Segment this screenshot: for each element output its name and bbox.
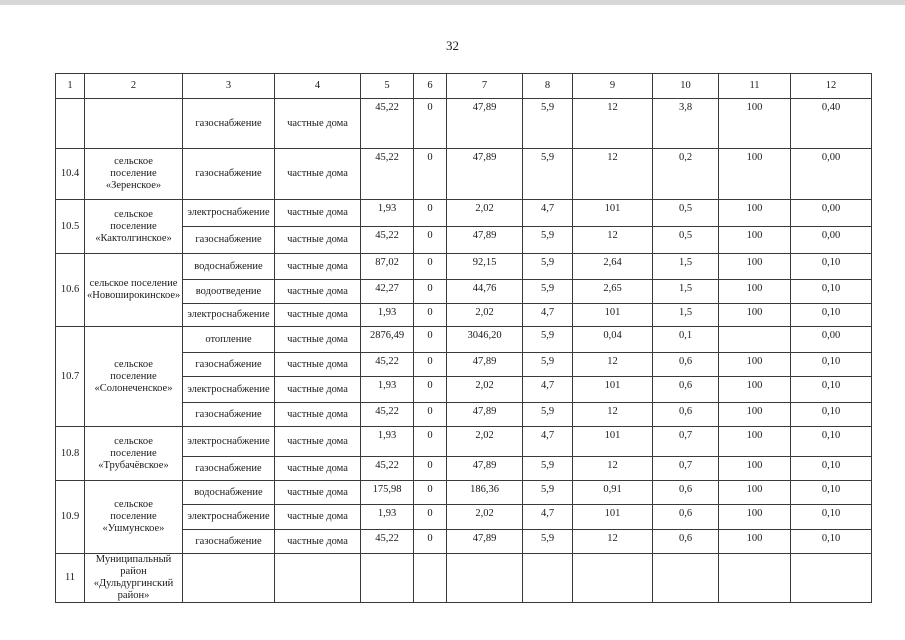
service-cell: отопление [183,327,275,353]
table-row [56,554,872,603]
value-cell: 100 [719,254,791,280]
value-cell: 5,9 [523,227,573,254]
consumer-cell: частные дома [275,227,361,254]
value-cell [653,554,719,603]
value-cell: 186,36 [447,481,523,505]
value-cell: 0,1 [653,327,719,353]
value-cell: 5,9 [523,149,573,200]
value-cell: 5,9 [523,457,573,481]
row-number-cell: 10.5 [56,200,85,254]
row-number-cell: 10.4 [56,149,85,200]
value-cell: 0,10 [791,254,872,280]
value-cell: 1,93 [361,304,414,327]
consumer-cell: частные дома [275,353,361,377]
value-cell: 100 [719,280,791,304]
value-cell: 2,02 [447,377,523,403]
value-cell: 47,89 [447,227,523,254]
tariff-table [55,73,872,603]
column-header: 5 [361,74,414,99]
value-cell: 4,7 [523,377,573,403]
value-cell [791,554,872,603]
settlement-name-line: поселение [110,220,157,232]
settlement-name-cell [85,327,183,427]
service-cell: газоснабжение [183,457,275,481]
service-cell: электроснабжение [183,200,275,227]
value-cell: 2,02 [447,427,523,457]
value-cell: 100 [719,149,791,200]
value-cell: 0,00 [791,327,872,353]
settlement-name-line: район [120,566,147,577]
consumer-cell: частные дома [275,327,361,353]
settlement-name-cell [85,254,183,327]
value-cell: 0 [414,403,447,427]
value-cell: 0,04 [573,327,653,353]
service-cell: электроснабжение [183,505,275,530]
value-cell: 2876,49 [361,327,414,353]
value-cell [523,554,573,603]
value-cell: 1,5 [653,254,719,280]
value-cell: 5,9 [523,254,573,280]
value-cell: 47,89 [447,353,523,377]
settlement-name-cell [85,481,183,554]
value-cell: 45,22 [361,149,414,200]
value-cell: 2,65 [573,280,653,304]
value-cell: 12 [573,99,653,149]
column-header: 8 [523,74,573,99]
settlement-name-cell [85,200,183,254]
value-cell: 100 [719,403,791,427]
value-cell: 45,22 [361,353,414,377]
consumer-cell: частные дома [275,377,361,403]
value-cell: 100 [719,377,791,403]
value-cell: 0 [414,304,447,327]
value-cell: 175,98 [361,481,414,505]
value-cell: 42,27 [361,280,414,304]
column-header: 11 [719,74,791,99]
column-header: 6 [414,74,447,99]
service-cell: водоснабжение [183,254,275,280]
settlement-name-line: «Ушмунское» [102,523,165,534]
value-cell: 0,2 [653,149,719,200]
table-row [56,481,872,505]
value-cell: 47,89 [447,457,523,481]
settlement-name-line: поселение [110,168,157,179]
value-cell: 0,6 [653,377,719,403]
service-cell [183,554,275,603]
value-cell: 0,6 [653,530,719,554]
value-cell: 101 [573,200,653,227]
value-cell: 100 [719,481,791,505]
settlement-name-line: район» [117,590,150,601]
value-cell: 1,5 [653,280,719,304]
value-cell: 0,5 [653,227,719,254]
value-cell: 0 [414,254,447,280]
value-cell: 5,9 [523,99,573,149]
value-cell: 0,5 [653,200,719,227]
table-row [56,99,872,149]
value-cell [447,554,523,603]
value-cell: 5,9 [523,280,573,304]
service-cell: газоснабжение [183,530,275,554]
service-cell: газоснабжение [183,99,275,149]
value-cell: 47,89 [447,530,523,554]
settlement-name-cell [85,427,183,481]
value-cell [414,554,447,603]
value-cell: 101 [573,377,653,403]
value-cell: 47,89 [447,149,523,200]
service-cell: газоснабжение [183,227,275,254]
settlement-name-line: «Новоширокинское» [87,290,181,301]
value-cell: 0,10 [791,457,872,481]
value-cell: 0 [414,377,447,403]
value-cell: 1,93 [361,377,414,403]
value-cell: 0 [414,327,447,353]
settlement-name-line: сельское [114,435,153,447]
value-cell: 5,9 [523,403,573,427]
value-cell: 4,7 [523,304,573,327]
service-cell: газоснабжение [183,403,275,427]
consumer-cell: частные дома [275,304,361,327]
table-body [56,74,872,603]
column-header: 3 [183,74,275,99]
value-cell: 3046,20 [447,327,523,353]
value-cell: 45,22 [361,227,414,254]
value-cell: 0,6 [653,353,719,377]
value-cell: 101 [573,427,653,457]
row-number-cell: 10.7 [56,327,85,427]
consumer-cell: частные дома [275,99,361,149]
value-cell: 100 [719,457,791,481]
settlement-name-line: сельское поселение [89,278,178,289]
value-cell: 5,9 [523,530,573,554]
value-cell: 0 [414,200,447,227]
value-cell: 47,89 [447,99,523,149]
value-cell: 100 [719,304,791,327]
value-cell: 4,7 [523,427,573,457]
settlement-name-line: «Солонеченское» [94,382,173,394]
value-cell: 12 [573,530,653,554]
value-cell: 0,00 [791,227,872,254]
value-cell: 45,22 [361,99,414,149]
value-cell: 100 [719,227,791,254]
table-row [56,327,872,353]
value-cell: 100 [719,427,791,457]
table-row [56,254,872,280]
value-cell: 4,7 [523,200,573,227]
value-cell: 87,02 [361,254,414,280]
value-cell: 0,10 [791,377,872,403]
service-cell: электроснабжение [183,304,275,327]
value-cell: 101 [573,505,653,530]
consumer-cell: частные дома [275,403,361,427]
scan-edge-line [0,0,905,5]
value-cell [361,554,414,603]
column-header: 1 [56,74,85,99]
value-cell: 1,93 [361,427,414,457]
table-row [56,427,872,457]
settlement-name-line: поселение [110,370,157,382]
value-cell: 0,6 [653,403,719,427]
value-cell: 1,5 [653,304,719,327]
service-cell: электроснабжение [183,427,275,457]
consumer-cell: частные дома [275,280,361,304]
value-cell: 0,10 [791,403,872,427]
value-cell: 4,7 [523,505,573,530]
value-cell: 1,93 [361,200,414,227]
value-cell: 5,9 [523,353,573,377]
row-number-cell: 10.8 [56,427,85,481]
consumer-cell: частные дома [275,457,361,481]
value-cell: 0,10 [791,427,872,457]
value-cell: 44,76 [447,280,523,304]
value-cell: 0,91 [573,481,653,505]
column-header: 4 [275,74,361,99]
table-row [56,149,872,200]
value-cell: 0,10 [791,304,872,327]
consumer-cell: частные дома [275,427,361,457]
value-cell: 0,10 [791,280,872,304]
settlement-name-line: сельское [114,208,153,220]
row-number-cell [56,99,85,149]
consumer-cell: частные дома [275,149,361,200]
settlement-name-cell [85,149,183,200]
value-cell: 0 [414,280,447,304]
row-number-cell: 10.6 [56,254,85,327]
value-cell: 2,02 [447,200,523,227]
service-cell: водоснабжение [183,481,275,505]
settlement-name-line: поселение [110,447,157,459]
value-cell: 5,9 [523,481,573,505]
value-cell: 100 [719,353,791,377]
column-header: 10 [653,74,719,99]
settlement-name-line: сельское [114,156,153,167]
value-cell: 0,6 [653,505,719,530]
value-cell: 0,10 [791,530,872,554]
value-cell: 0,10 [791,481,872,505]
value-cell [719,554,791,603]
value-cell: 0,10 [791,353,872,377]
settlement-name-line: поселение [110,511,157,522]
settlement-name-cell [85,554,183,603]
consumer-cell: частные дома [275,254,361,280]
value-cell [719,327,791,353]
value-cell: 0,7 [653,427,719,457]
settlement-name-line: «Трубачёвское» [98,459,169,471]
value-cell: 92,15 [447,254,523,280]
column-header: 12 [791,74,872,99]
value-cell: 3,8 [653,99,719,149]
value-cell: 12 [573,353,653,377]
value-cell: 0 [414,149,447,200]
value-cell: 12 [573,227,653,254]
value-cell: 2,64 [573,254,653,280]
value-cell: 0,10 [791,505,872,530]
row-number-cell: 10.9 [56,481,85,554]
settlement-name-line: сельское [114,499,153,510]
service-cell: газоснабжение [183,353,275,377]
service-cell: электроснабжение [183,377,275,403]
value-cell: 100 [719,505,791,530]
value-cell: 12 [573,149,653,200]
value-cell: 2,02 [447,304,523,327]
value-cell: 100 [719,530,791,554]
consumer-cell: частные дома [275,200,361,227]
value-cell: 0 [414,227,447,254]
settlement-name-line: «Зеренское» [105,180,162,191]
value-cell: 45,22 [361,403,414,427]
value-cell: 12 [573,457,653,481]
value-cell: 5,9 [523,327,573,353]
value-cell: 0,40 [791,99,872,149]
value-cell: 0 [414,505,447,530]
value-cell: 0 [414,481,447,505]
column-header: 7 [447,74,523,99]
value-cell: 0,7 [653,457,719,481]
value-cell [573,554,653,603]
value-cell: 47,89 [447,403,523,427]
value-cell: 101 [573,304,653,327]
row-number-cell: 11 [56,554,85,603]
value-cell: 45,22 [361,457,414,481]
settlement-name-line: «Кактолгинское» [95,232,172,244]
value-cell: 0 [414,530,447,554]
value-cell: 0,00 [791,149,872,200]
value-cell: 0 [414,353,447,377]
value-cell: 45,22 [361,530,414,554]
value-cell: 12 [573,403,653,427]
service-cell: газоснабжение [183,149,275,200]
consumer-cell: частные дома [275,530,361,554]
column-header: 9 [573,74,653,99]
settlement-name-line: «Дульдургинский [93,578,174,589]
value-cell: 100 [719,99,791,149]
value-cell: 0 [414,427,447,457]
value-cell: 0,00 [791,200,872,227]
value-cell: 2,02 [447,505,523,530]
consumer-cell [275,554,361,603]
value-cell: 100 [719,200,791,227]
settlement-name-cell [85,99,183,149]
service-cell: водоотведение [183,280,275,304]
column-header: 2 [85,74,183,99]
value-cell: 0,6 [653,481,719,505]
consumer-cell: частные дома [275,505,361,530]
header-row [56,74,872,99]
consumer-cell: частные дома [275,481,361,505]
value-cell: 0 [414,457,447,481]
page-number: 32 [446,38,459,53]
table-row [56,200,872,227]
value-cell: 1,93 [361,505,414,530]
value-cell: 0 [414,99,447,149]
settlement-name-line: сельское [114,358,153,370]
settlement-name-line: Муниципальный [95,554,172,565]
